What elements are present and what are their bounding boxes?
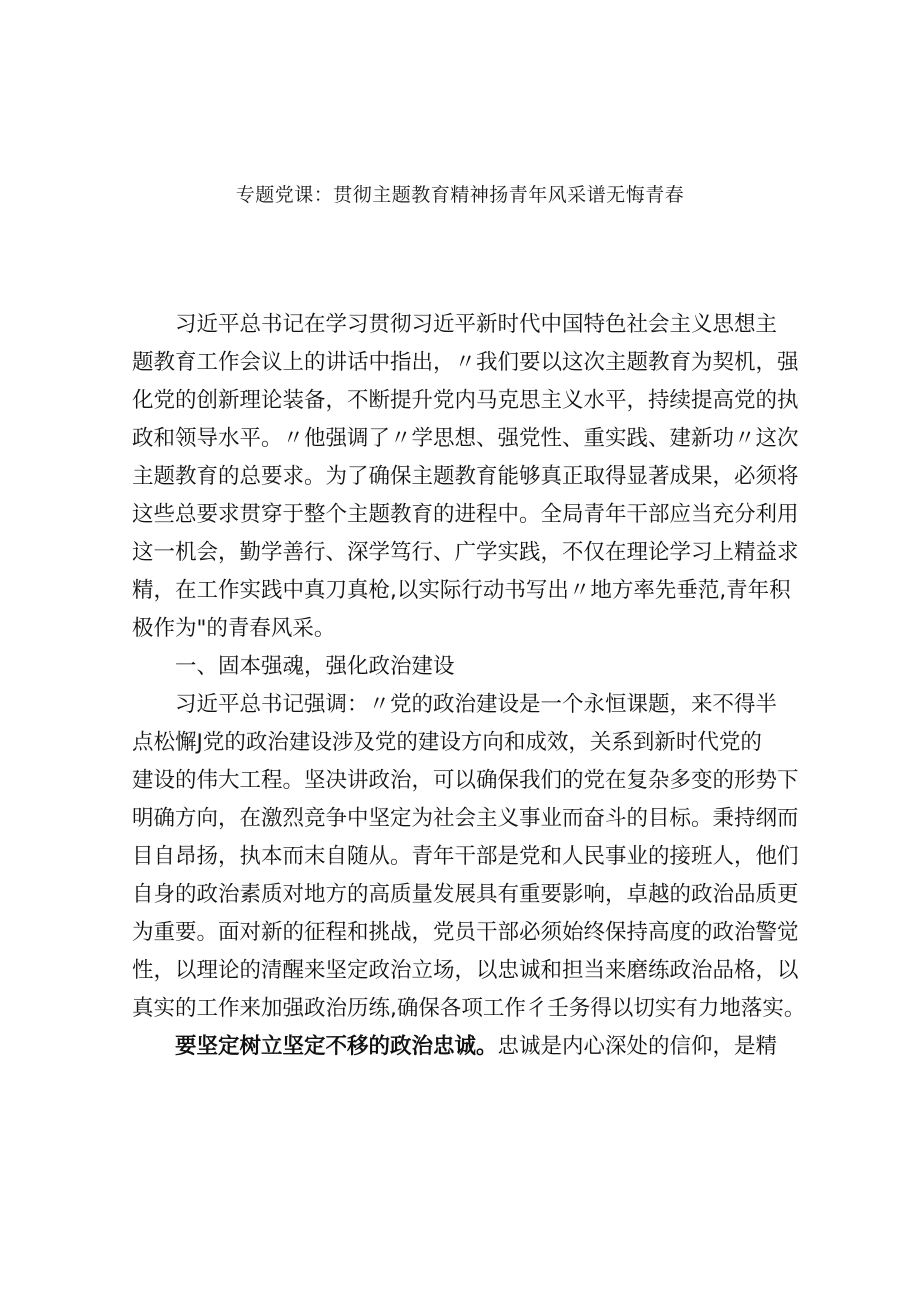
paragraph-line: 自身的政治素质对地方的高质量发展具有重要影响，卓越的政治品质更 [132, 882, 799, 907]
paragraph-line: 这一机会，勤学善行、深学笃行、广学实践，不仅在理论学习上精益求 [132, 540, 799, 565]
bold-lead-sentence: 要坚定树立坚定不移的政治忠诚。 [175, 1034, 498, 1059]
paragraph-2 [132, 686, 812, 1028]
paragraph-line: 目自昂扬，执本而末自随从。青年干部是党和人民事业的接班人，他们 [132, 844, 799, 869]
paragraph-line: 建设的伟大工程。坚决讲政治，可以确保我们的党在复杂多变的形势下 [132, 768, 799, 793]
paragraph-text: 忠诚是内心深处的信仰，是精 [497, 1034, 778, 1059]
paragraph-line: 精，在工作实践中真刀真枪,以实际行动书写出〃地方率先垂范,青年积 [132, 578, 791, 603]
paragraph-line: 真实的工作来加强政治历练,确保各项工作彳壬务得以切实有力地落实。 [132, 996, 806, 1021]
document-title: 专题党课：贯彻主题教育精神扬青年风采谱无悔青春 [235, 184, 685, 206]
paragraph-line: 题教育工作会议上的讲话中指出，〃我们要以这次主题教育为契机，强 [132, 350, 799, 375]
paragraph-line: 明确方向，在激烈竞争中坚定为社会主义事业而奋斗的目标。秉持纲而 [132, 806, 799, 831]
paragraph-line: 点松懈J党的政治建设涉及党的建设方向和成效，关系到新时代党的 [132, 730, 762, 755]
paragraph-1 [132, 306, 812, 648]
paragraph-line: 化党的创新理论装备，不断提升党内马克思主义水平，持续提高党的执 [132, 388, 799, 413]
paragraph-line: 性，以理论的清醒来坚定政治立场，以忠诚和担当来磨练政治品格，以 [132, 958, 799, 983]
paragraph-3 [132, 1028, 812, 1066]
paragraph-line: 习近平总书记强调：〃党的政治建设是一个永恒课题，来不得半 [175, 692, 778, 717]
document-body [132, 306, 812, 1066]
paragraph-line: 政和领导水平。〃他强调了〃学思想、强党性、重实践、建新功〃这次 [132, 426, 799, 451]
paragraph-line: 这些总要求贯穿于整个主题教育的进程中。全局青年干部应当充分利用 [132, 502, 799, 527]
paragraph-line: 主题教育的总要求。为了确保主题教育能够真正取得显著成果，必须将 [132, 464, 799, 489]
paragraph-line: 习近平总书记在学习贯彻习近平新时代中国特色社会主义思想主 [175, 312, 778, 337]
paragraph-line: 为重要。面对新的征程和挑战，党员干部必须始终保持高度的政治警觉 [132, 920, 799, 945]
paragraph-line: 极作为"的青春风采。 [132, 616, 336, 641]
section-heading: 一、固本强魂，强化政治建设 [175, 654, 455, 679]
